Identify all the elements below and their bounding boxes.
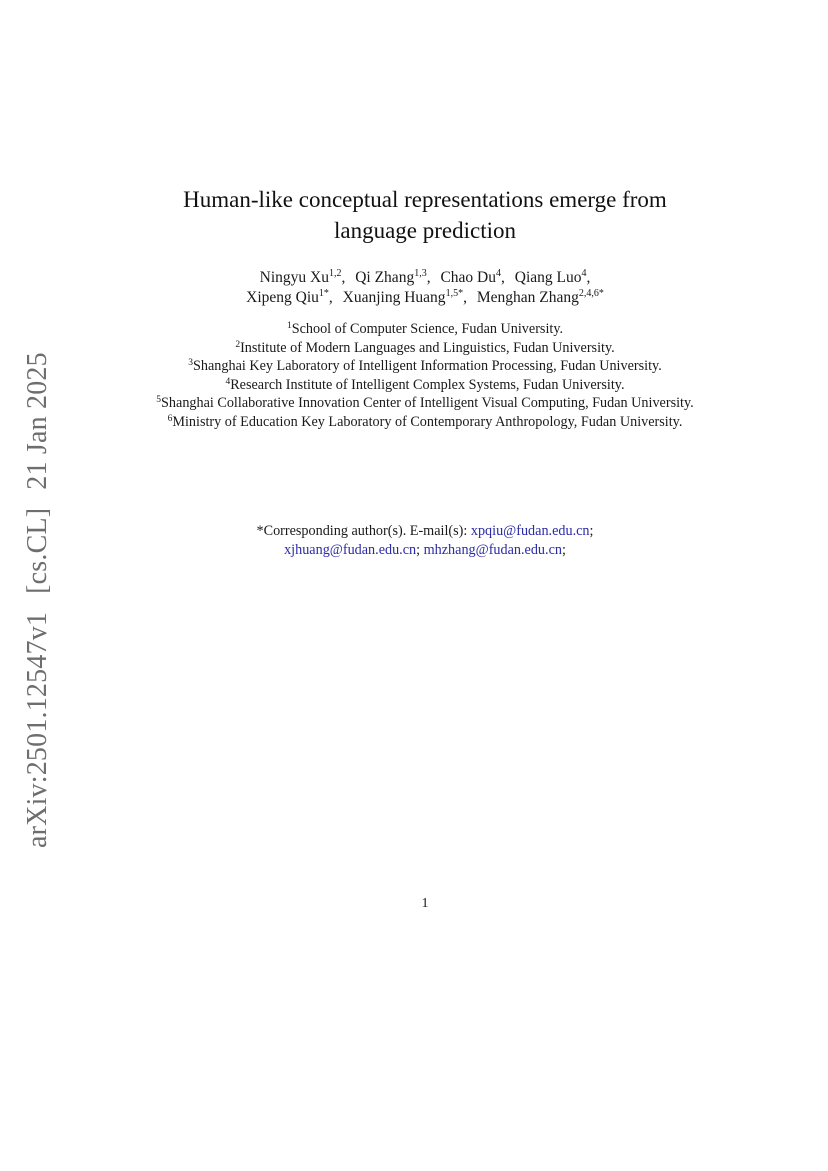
author <box>246 289 329 306</box>
email-separator: ; <box>561 542 566 558</box>
arxiv-sidebar-stamp <box>8 352 68 848</box>
arxiv-category: [cs.CL] <box>22 507 53 594</box>
corresponding-line-1 <box>150 522 700 541</box>
author-name: Qi Zhang <box>355 269 415 286</box>
author-separator: , <box>341 269 346 286</box>
affiliation-number: 3 <box>188 358 193 368</box>
affiliation-text: Shanghai Key Laboratory of Intelligent Information Processing, Fudan University. <box>193 358 662 374</box>
affiliation-item <box>150 320 700 339</box>
author-affil-sup: 1,5* <box>445 288 464 299</box>
email-separator: ; <box>416 542 421 558</box>
affiliation-item <box>150 339 700 358</box>
affiliation-text: Research Institute of Intelligent Complex Systems, Fudan University. <box>230 376 625 393</box>
author-affil-sup: 4 <box>581 268 587 279</box>
author-affil-sup: 2,4,6* <box>578 288 604 299</box>
affiliation-item <box>150 357 700 376</box>
affiliation-item <box>150 413 700 432</box>
author <box>260 269 342 286</box>
affiliation-text: Institute of Modern Languages and Linguistics, Fudan University. <box>240 339 615 356</box>
author-separator: , <box>501 269 505 286</box>
author-affil-sup: 1* <box>318 288 329 299</box>
author-name: Xuanjing Huang <box>342 289 446 306</box>
affiliation-item <box>150 376 700 395</box>
arxiv-date: 21 Jan 2025 <box>22 352 53 490</box>
affiliation-number: 5 <box>156 395 162 405</box>
email-separator: ; <box>589 523 594 539</box>
author <box>515 269 587 286</box>
affiliation-text: Ministry of Education Key Laboratory of Contemporary Anthropology, Fudan University. <box>172 413 683 430</box>
arxiv-id: arXiv:2501.12547v1 <box>22 611 53 848</box>
title-line-1: Human-like conceptual representations emerge from <box>183 187 667 212</box>
affiliation-item <box>150 394 700 413</box>
author <box>343 289 463 306</box>
author-separator: , <box>463 289 467 306</box>
email-link[interactable]: xpqiu@fudan.edu.cn <box>470 523 590 539</box>
page-number: 1 <box>421 896 429 911</box>
title-line-2: language prediction <box>333 218 516 243</box>
affiliation-text: School of Computer Science, Fudan University. <box>291 321 564 337</box>
author <box>477 289 604 306</box>
corresponding-authors <box>150 522 700 560</box>
author-line-2 <box>150 288 700 308</box>
author-name: Ningyu Xu <box>259 269 329 286</box>
author-line-1 <box>150 268 700 288</box>
author <box>440 269 501 286</box>
author-name: Chao Du <box>440 269 496 286</box>
author-name: Qiang Luo <box>514 269 582 286</box>
author-affil-sup: 1,2 <box>328 268 342 279</box>
author <box>355 269 426 286</box>
affiliation-number: 2 <box>235 339 241 350</box>
affiliation-number: 1 <box>286 321 292 331</box>
email-link[interactable]: mhzhang@fudan.edu.cn <box>423 542 562 558</box>
author-name: Menghan Zhang <box>476 289 579 306</box>
affiliation-number: 6 <box>167 413 173 424</box>
affiliation-text: Shanghai Collaborative Innovation Center of Intelligent Visual Computing, Fudan University. <box>161 395 694 411</box>
author-separator: , <box>586 269 591 286</box>
author-name: Xipeng Qiu <box>246 289 319 306</box>
author-affil-sup: 1,3 <box>414 268 427 279</box>
affiliation-list <box>150 320 700 431</box>
author-separator: , <box>426 269 431 286</box>
author-affil-sup: 4 <box>496 268 501 279</box>
corresponding-prefix: *Corresponding author(s). E-mail(s): <box>256 523 468 539</box>
author-list <box>150 268 700 308</box>
email-link[interactable]: xjhuang@fudan.edu.cn <box>284 542 417 558</box>
author-separator: , <box>328 289 333 306</box>
affiliation-number: 4 <box>225 376 231 387</box>
paper-title <box>150 184 700 246</box>
corresponding-line-2 <box>150 541 700 560</box>
